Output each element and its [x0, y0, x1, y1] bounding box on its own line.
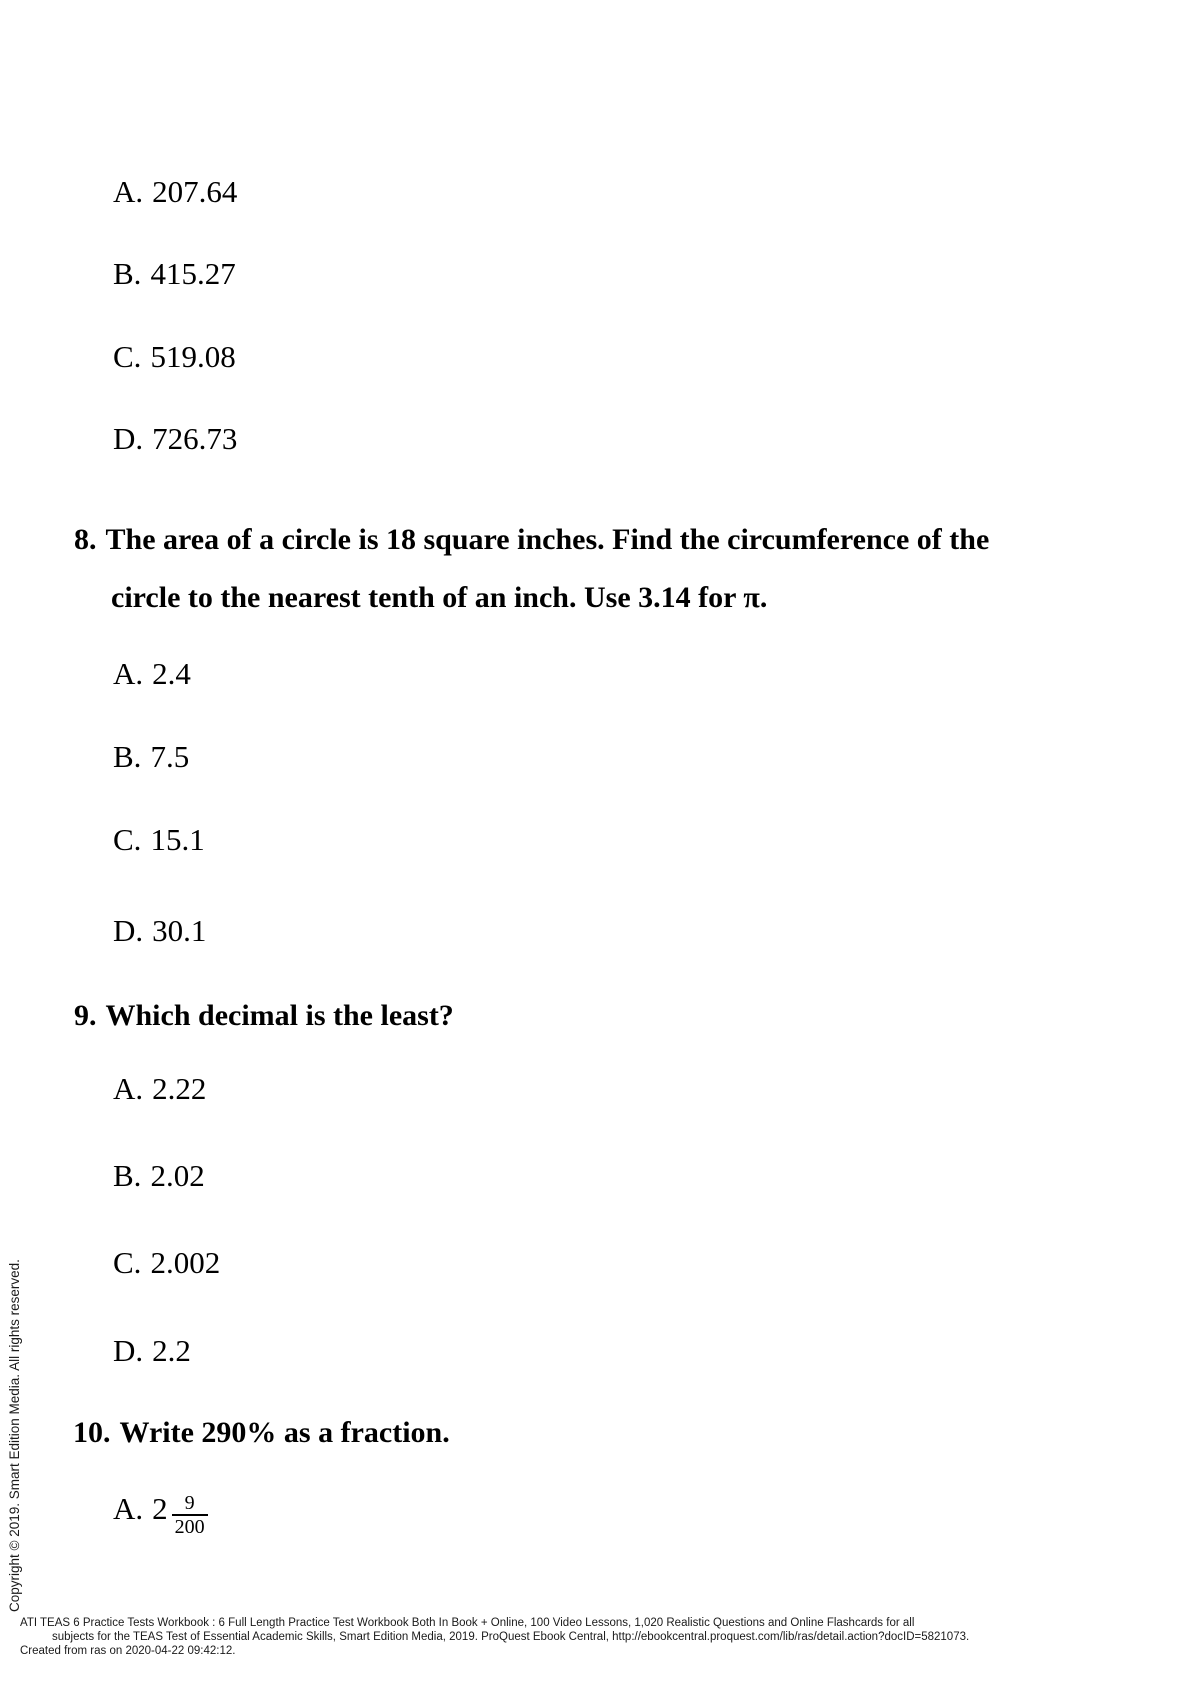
option-label: A.	[113, 656, 144, 691]
answer-option-8d	[113, 915, 206, 946]
option-value: 726.73	[152, 421, 238, 456]
answer-option-9b	[113, 1160, 205, 1191]
question-number: 9.	[74, 999, 97, 1032]
answer-option-9a	[113, 1073, 206, 1104]
option-label: C.	[113, 822, 142, 857]
copyright-sidebar-text: Copyright © 2019. Smart Edition Media. All rights reserved.	[7, 1259, 22, 1612]
question-text: The area of a circle is 18 square inches. Find the circumference of the	[105, 523, 990, 556]
answer-option-9d	[113, 1335, 191, 1366]
answer-option-7d	[113, 423, 237, 454]
option-label: A.	[113, 174, 144, 209]
answer-option-8a	[113, 658, 191, 689]
answer-option-8b	[113, 741, 189, 772]
fraction-denominator: 200	[172, 1514, 208, 1538]
question-10	[73, 1418, 450, 1448]
option-value: 30.1	[152, 913, 207, 948]
question-number: 8.	[74, 523, 97, 556]
option-value: 7.5	[150, 739, 190, 774]
question-number: 10.	[73, 1416, 111, 1449]
option-label: D.	[113, 1333, 144, 1368]
fraction	[172, 1492, 208, 1538]
option-value: 2.002	[150, 1245, 221, 1280]
option-value: 2.22	[152, 1071, 207, 1106]
option-label: B.	[113, 256, 142, 291]
footer-citation-line2: subjects for the TEAS Test of Essential Academic Skills, Smart Edition Media, 2019. ProQuest Ebook Central, http://ebookcentral.proquest.com/lib/ras/detail.action?docID=5821073.	[52, 1631, 970, 1643]
fraction-numerator: 9	[184, 1492, 195, 1514]
question-8-line2: circle to the nearest tenth of an inch. Use 3.14 for π.	[111, 581, 768, 614]
option-label: B.	[113, 739, 142, 774]
question-9	[74, 1001, 454, 1031]
option-value: 415.27	[150, 256, 236, 291]
option-label: C.	[113, 1245, 142, 1280]
question-text: Write 290% as a fraction.	[119, 1416, 450, 1449]
option-value: 2.02	[150, 1158, 205, 1193]
question-text: Which decimal is the least?	[105, 999, 454, 1032]
answer-option-8c	[113, 824, 205, 855]
option-whole-number: 2	[152, 1491, 168, 1526]
option-label: D.	[113, 913, 144, 948]
option-label: A.	[113, 1071, 144, 1106]
option-label: B.	[113, 1158, 142, 1193]
answer-option-9c	[113, 1247, 220, 1278]
answer-option-10a	[113, 1492, 208, 1538]
answer-option-7c	[113, 341, 236, 372]
option-label: C.	[113, 339, 142, 374]
option-label: D.	[113, 421, 144, 456]
option-value: 15.1	[150, 822, 205, 857]
answer-option-7b	[113, 258, 236, 289]
option-value: 2.2	[152, 1333, 191, 1368]
footer-created-line: Created from ras on 2020-04-22 09:42:12.	[20, 1645, 236, 1657]
option-label: A.	[113, 1491, 144, 1526]
option-value: 2.4	[152, 656, 191, 691]
answer-option-7a	[113, 176, 237, 207]
footer-citation-line1: ATI TEAS 6 Practice Tests Workbook : 6 Full Length Practice Test Workbook Both In Book + Online, 100 Video Lessons, 1,020 Realistic Questions and Online Flashcards for all	[20, 1617, 915, 1629]
option-value: 519.08	[150, 339, 236, 374]
option-value: 207.64	[152, 174, 238, 209]
question-8-line1	[74, 525, 989, 555]
